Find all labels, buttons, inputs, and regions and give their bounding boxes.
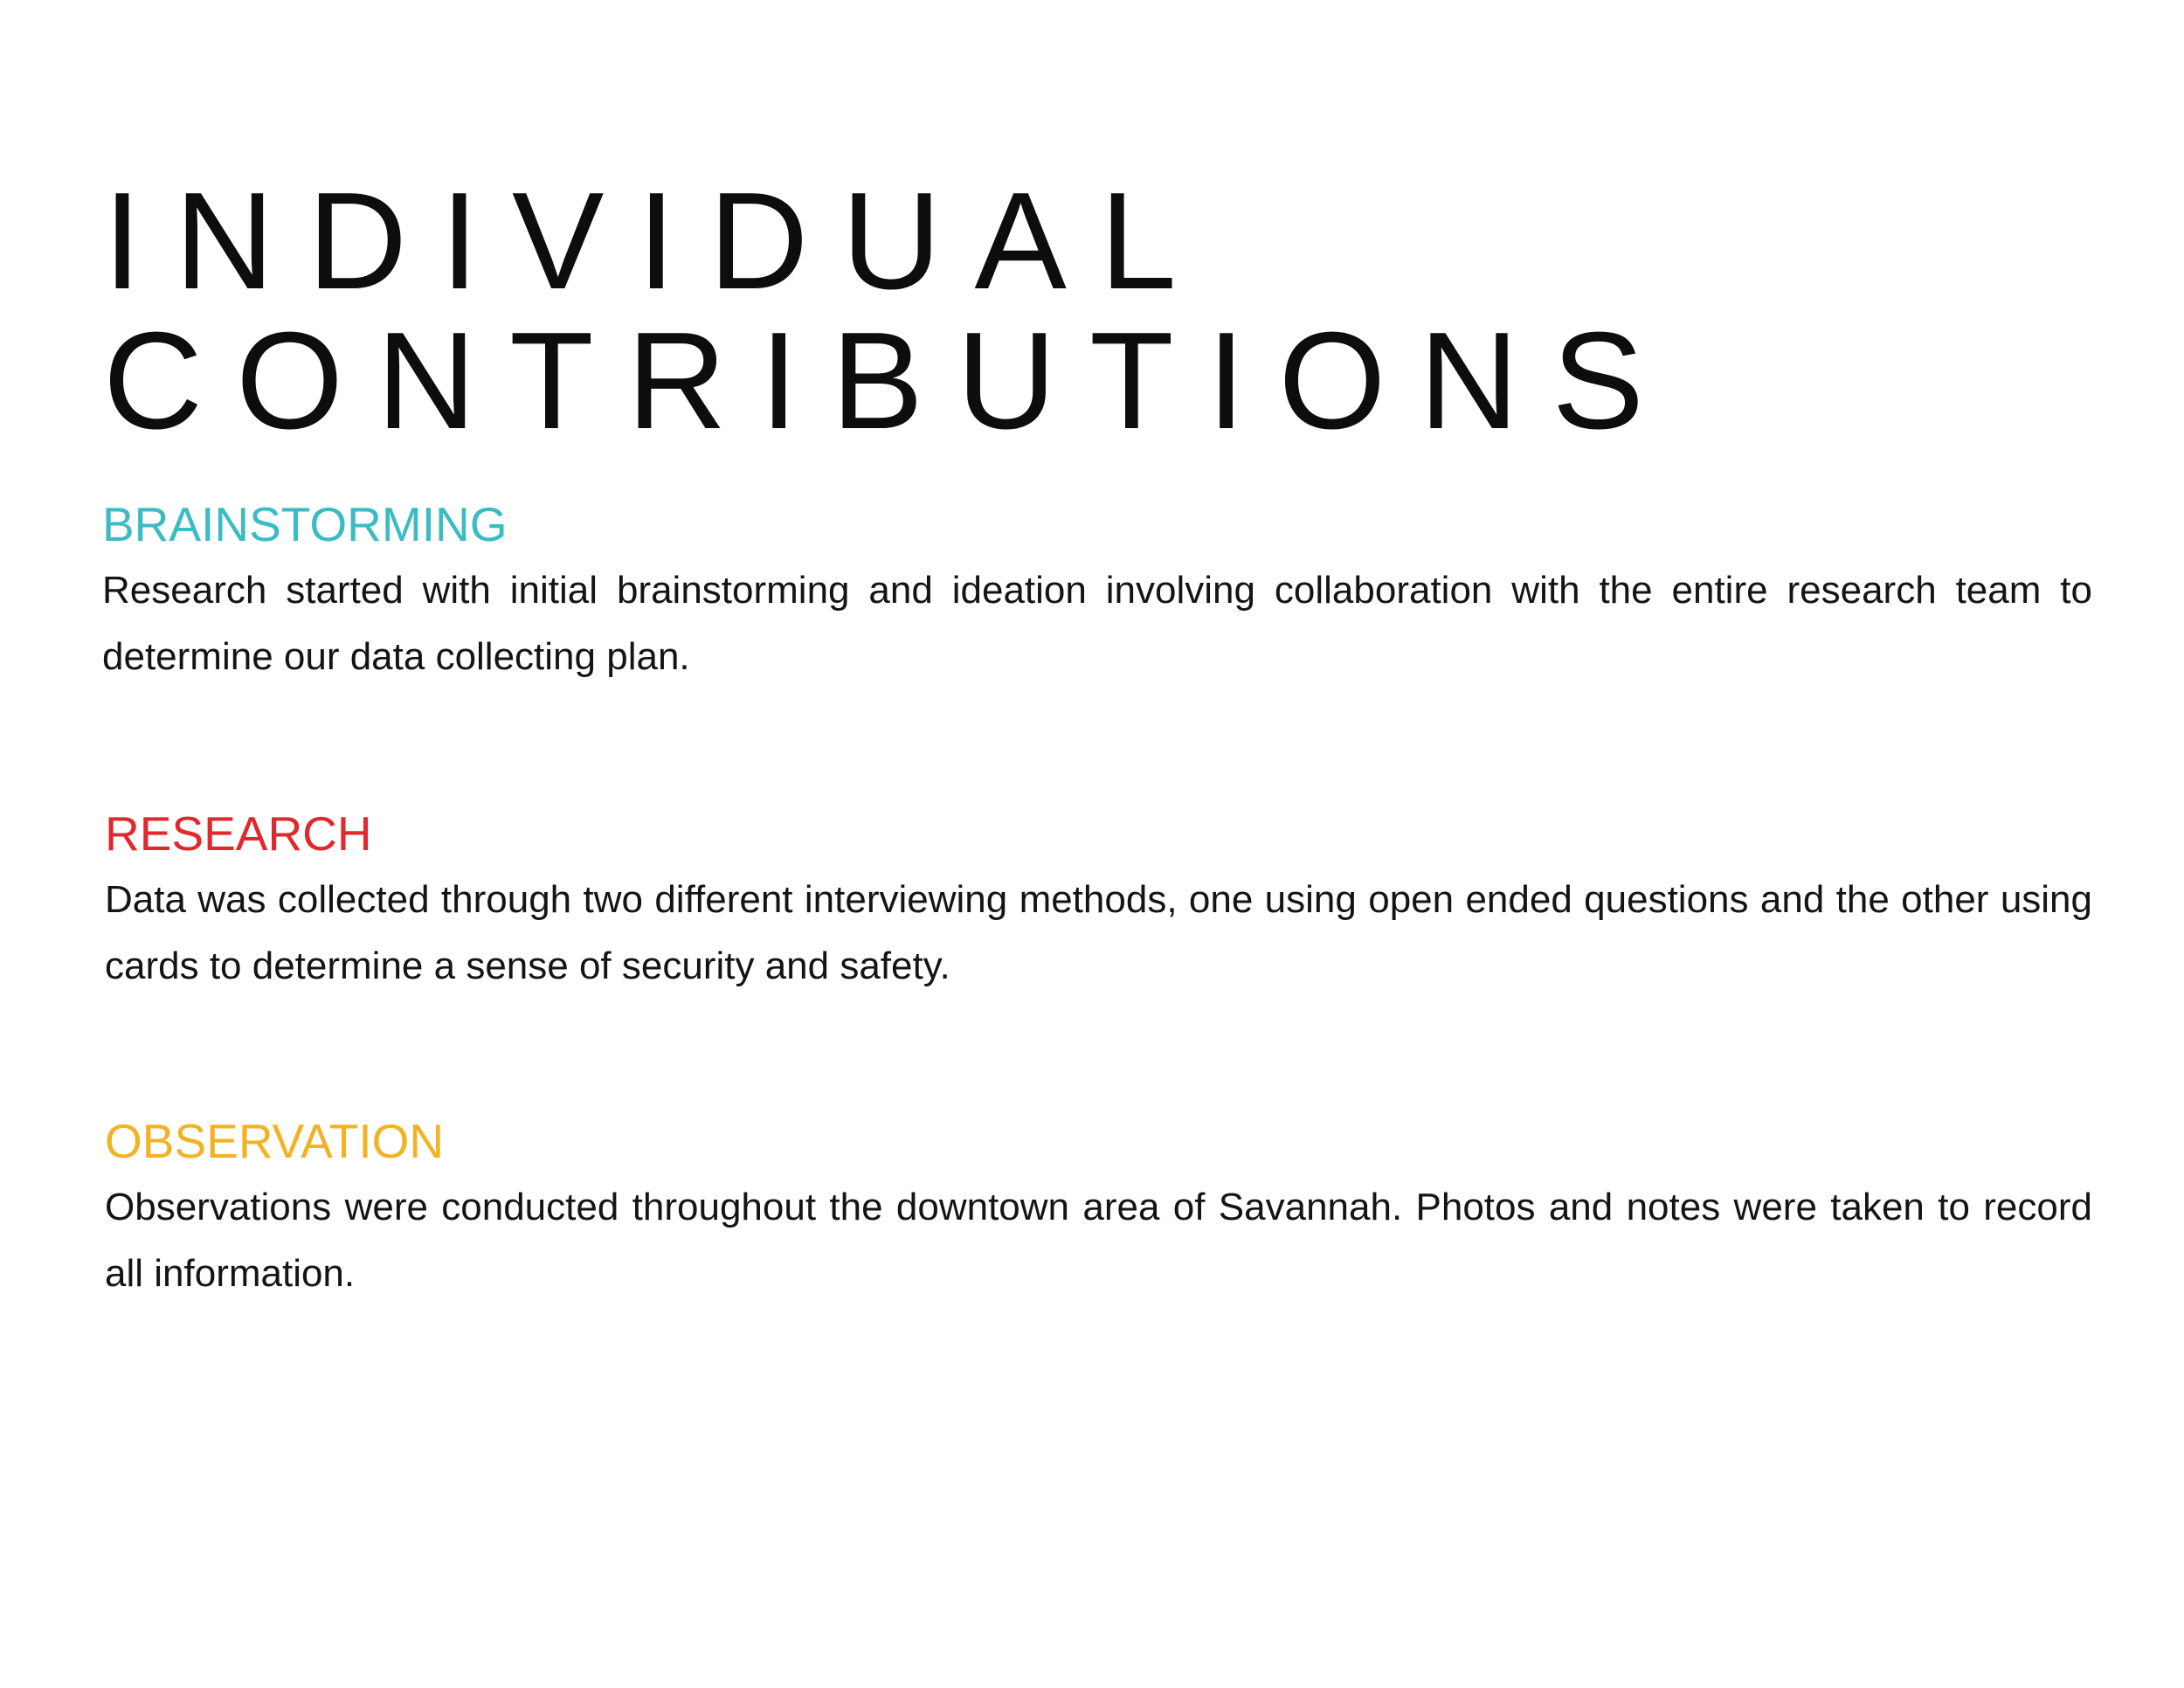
section-observation <box>105 1113 2092 1307</box>
page-title <box>103 164 1677 458</box>
section-body-brainstorming: Research started with initial brainstorming and ideation involving collaboration with the entire research team to determine our data collecting plan. <box>102 569 2092 678</box>
page-title-line-2: CONTRIBUTIONS <box>103 304 1677 458</box>
section-heading-brainstorming: BRAINSTORMING <box>102 497 508 551</box>
section-brainstorming <box>102 496 2092 690</box>
section-heading-research: RESEARCH <box>105 806 372 861</box>
section-research <box>105 806 2092 1000</box>
section-body-research: Data was collected through two different interviewing methods, one using open ended questions and the other using cards to determine a sense of security and safety. <box>105 878 2092 987</box>
page-title-line-1: INDIVIDUAL <box>103 164 1210 318</box>
section-body-observation: Observations were conducted throughout the downtown area of Savannah. Photos and notes were taken to record all information. <box>105 1186 2092 1295</box>
section-heading-observation: OBSERVATION <box>105 1114 445 1168</box>
